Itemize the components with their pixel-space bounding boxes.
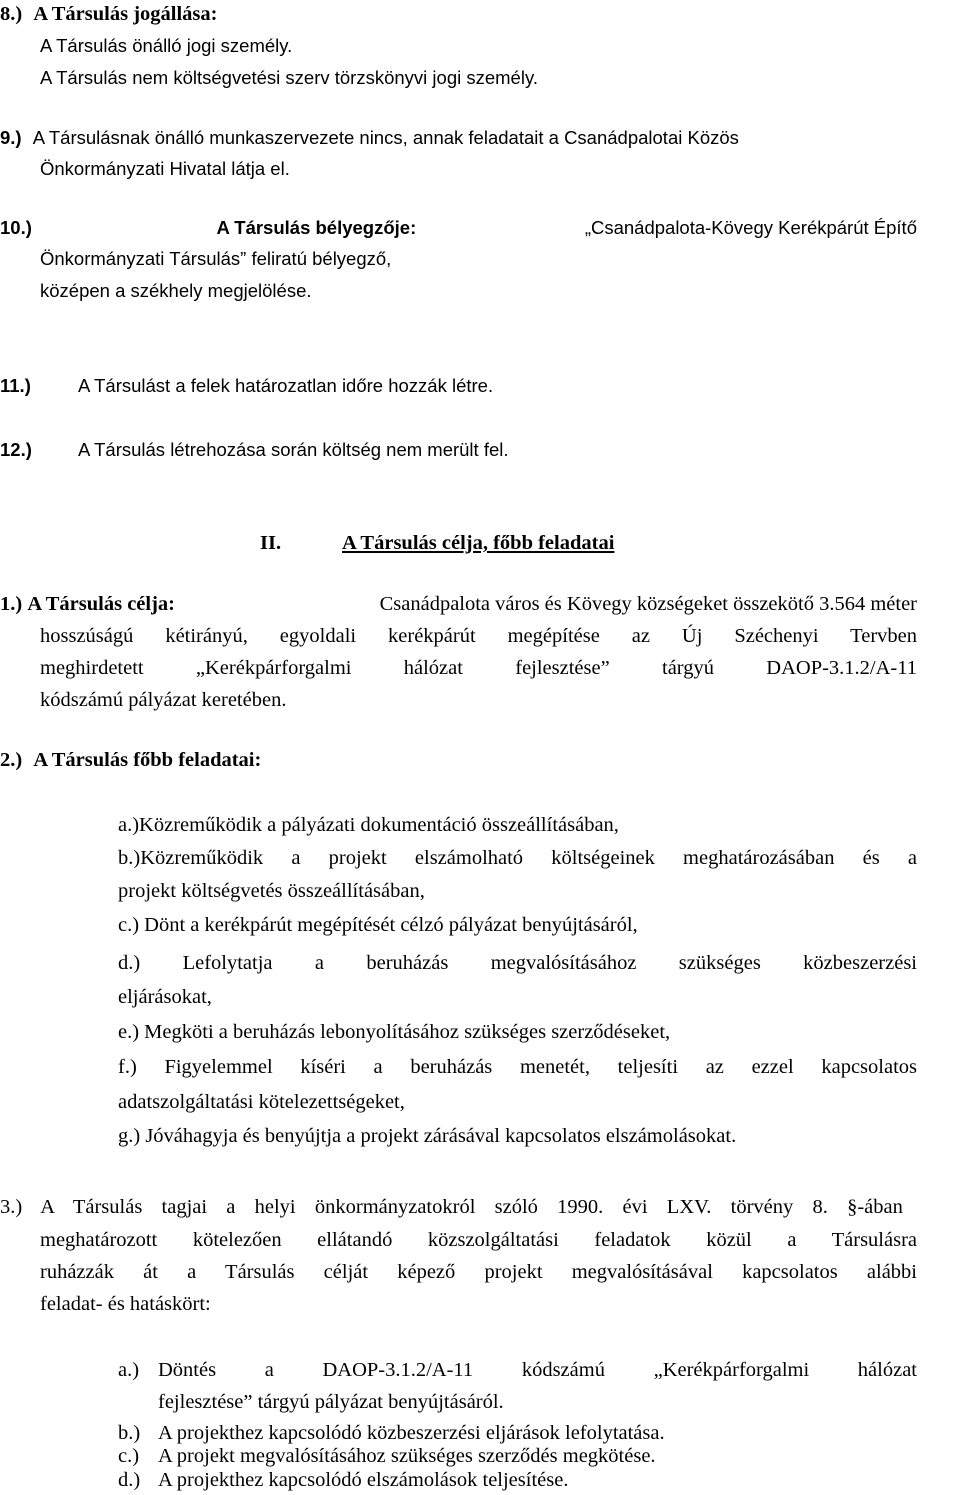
section-11-text: A Társulást a felek határozatlan időre hozzák létre. — [78, 375, 494, 396]
section-11-number: 11.) — [0, 375, 31, 396]
section-8-line-1: A Társulás önálló jogi személy. — [40, 35, 293, 56]
section-8-heading — [0, 2, 217, 26]
power-item-b: A projekthez kapcsolódó közbeszerzési eljárások lefolytatása. — [158, 1422, 665, 1444]
power-item-a-label: a.) — [118, 1359, 140, 1381]
power-item-b-label: b.) — [118, 1422, 141, 1444]
paragraph-3-line-1: 3.) A Társulás tagjai a helyi önkormányzatokról szóló 1990. évi LXV. törvény 8. §-ában — [0, 1196, 903, 1218]
paragraph-3-line-3: ruházzák át a Társulás célját képező projekt megvalósításával kapcsolatos alábbi — [40, 1261, 917, 1283]
paragraph-3-line-4: feladat- és hatáskört: — [40, 1293, 211, 1315]
power-item-c: A projekt megvalósításához szükséges szerződés megkötése. — [158, 1445, 656, 1467]
task-item-b-line-1: b.)Közreműködik a projekt elszámolható költségeinek meghatározásában és a — [118, 847, 917, 869]
section-9-text: A Társulásnak önálló munkaszervezete nincs, annak feladatait a Csanádpalotai Közös — [32, 127, 739, 148]
paragraph-1-line-3: meghirdetett „Kerékpárforgalmi hálózat fejlesztése” tárgyú DAOP-3.1.2/A-11 — [40, 657, 917, 679]
section-10-line-2: Önkormányzati Társulás” feliratú bélyegző, — [40, 248, 392, 269]
task-item-f-line-1: f.) Figyelemmel kíséri a beruházás menetét, teljesíti az ezzel kapcsolatos — [118, 1056, 917, 1078]
paragraph-1-number: 1.) — [0, 593, 23, 615]
task-item-g: g.) Jóváhagyja és benyújtja a projekt zárásával kapcsolatos elszámolásokat. — [118, 1125, 737, 1147]
section-10-line-3: középen a székhely megjelölése. — [40, 280, 312, 301]
section-9-line-1 — [0, 126, 739, 150]
task-item-f-line-2: adatszolgáltatási kötelezettségeket, — [118, 1091, 405, 1113]
power-item-c-label: c.) — [118, 1445, 140, 1467]
paragraph-2-title: A Társulás főbb feladatai: — [33, 749, 262, 771]
paragraph-1-line-4: kódszámú pályázat keretében. — [40, 689, 287, 711]
power-item-a-line-1: Döntés a DAOP-3.1.2/A-11 kódszámú „Kerékpárforgalmi hálózat — [158, 1359, 917, 1381]
task-item-c: c.) Dönt a kerékpárút megépítését célzó pályázat benyújtásáról, — [118, 914, 638, 936]
paragraph-1-line-1 — [0, 592, 917, 616]
chapter-title: A Társulás célja, főbb feladatai — [342, 532, 615, 554]
chapter-heading — [260, 531, 615, 555]
task-item-a: a.)Közreműködik a pályázati dokumentáció összeállításában, — [118, 814, 619, 836]
task-item-b-line-2: projekt költségvetés összeállításában, — [118, 880, 425, 902]
section-11 — [0, 374, 494, 398]
power-item-d-label: d.) — [118, 1469, 141, 1491]
section-8-title: A Társulás jogállása: — [33, 3, 218, 25]
section-9-line-2: Önkormányzati Hivatal látja el. — [40, 158, 290, 179]
section-10-text: „Csanádpalota-Kövegy Kerékpárút Építő — [584, 217, 917, 238]
paragraph-1-line-2: hosszúságú kétirányú, egyoldali kerékpárút megépítése az Új Széchenyi Tervben — [40, 625, 917, 647]
section-8-number: 8.) — [0, 3, 23, 25]
paragraph-3-line-2: meghatározott kötelezően ellátandó közszolgáltatási feladatok közül a Társulásra — [40, 1229, 917, 1251]
power-item-a-line-2: fejlesztése” tárgyú pályázat benyújtásáról. — [158, 1391, 504, 1413]
section-10-line-1 — [0, 216, 917, 240]
section-12-number: 12.) — [0, 439, 32, 460]
paragraph-1-text: Csanádpalota város és Kövegy községeket összekötő 3.564 méter — [379, 593, 917, 615]
task-item-d-line-1: d.) Lefolytatja a beruházás megvalósításához szükséges közbeszerzési — [118, 952, 917, 974]
section-10-number: 10.) — [0, 217, 32, 238]
section-12-text: A Társulás létrehozása során költség nem merült fel. — [78, 439, 509, 460]
paragraph-1-label: A Társulás célja: — [27, 593, 176, 615]
task-item-d-line-2: eljárásokat, — [118, 986, 212, 1008]
power-item-d: A projekthez kapcsolódó elszámolások teljesítése. — [158, 1469, 569, 1491]
section-12 — [0, 438, 509, 462]
paragraph-2-heading — [0, 748, 261, 772]
paragraph-2-number: 2.) — [0, 749, 23, 771]
section-10-label: A Társulás bélyegzője: — [216, 217, 417, 238]
task-item-e: e.) Megköti a beruházás lebonyolításához szükséges szerződéseket, — [118, 1021, 671, 1043]
section-8-line-2: A Társulás nem költségvetési szerv törzskönyvi jogi személy. — [40, 67, 538, 88]
chapter-number: II. — [260, 532, 282, 554]
section-9-number: 9.) — [0, 127, 22, 148]
